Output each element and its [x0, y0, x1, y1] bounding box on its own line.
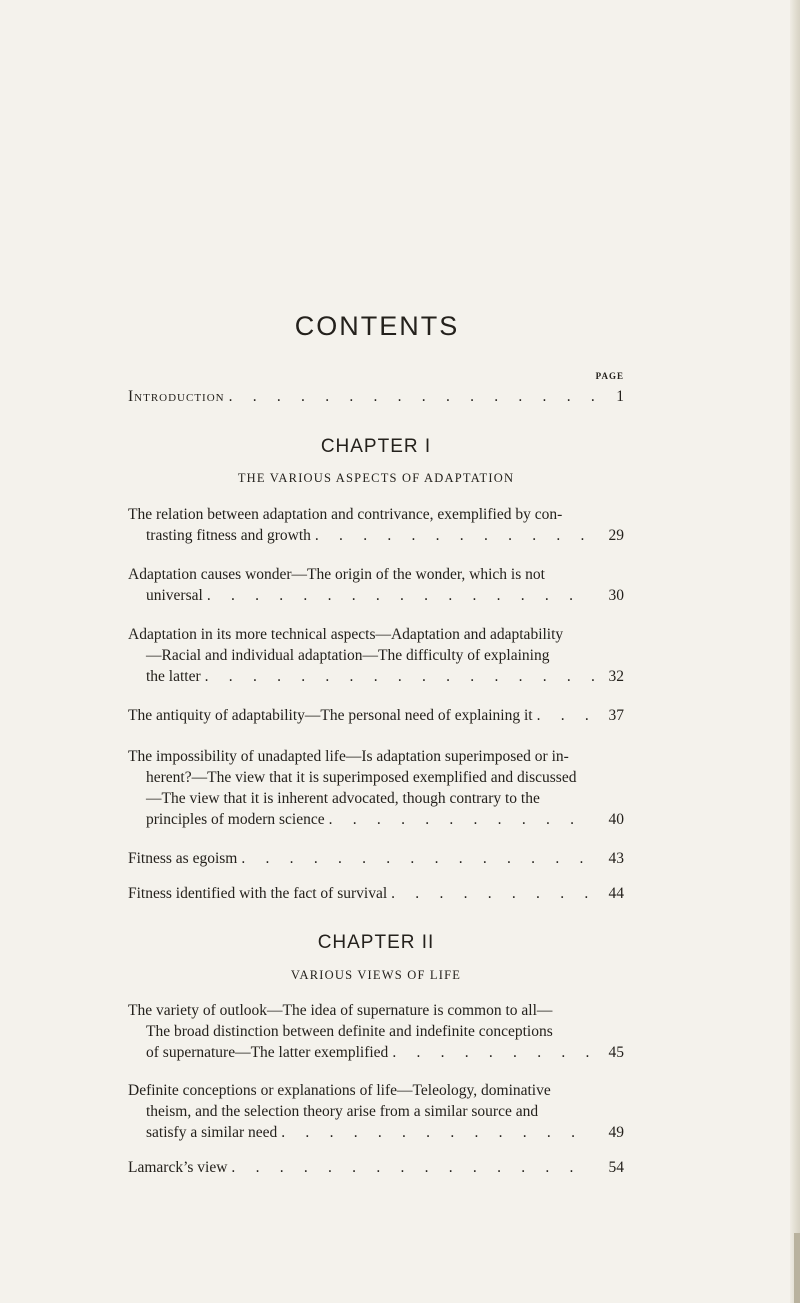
page-number: 45: [608, 1044, 624, 1061]
toc-entry[interactable]: [128, 504, 624, 546]
entry-line: Definite conceptions or explanations of life—Teleology, dominative: [128, 1082, 551, 1099]
dot-leader: [392, 1042, 594, 1063]
dot-leader: [205, 666, 594, 687]
page-title: CONTENTS: [294, 311, 460, 341]
toc-entry[interactable]: [128, 848, 624, 869]
page-number: 32: [608, 668, 624, 685]
entry-line: The antiquity of adaptability—The personal need of explaining it: [128, 707, 533, 724]
entry-line: principles of modern science: [146, 811, 325, 828]
entry-line: theism, and the selection theory arise from a similar source and: [146, 1103, 539, 1120]
dot-leader: [281, 1122, 594, 1143]
entry-line: universal: [146, 587, 203, 604]
toc-entry[interactable]: [128, 624, 624, 687]
chapter-subtitle: THE VARIOUS ASPECTS OF ADAPTATION: [237, 471, 515, 485]
entry-line: The relation between adaptation and contrivance, exemplified by con-: [128, 506, 563, 523]
entry-line: the latter: [146, 668, 201, 685]
entry-line: Fitness as egoism: [128, 850, 238, 867]
entry-line: The broad distinction between definite and indefinite conceptions: [146, 1023, 553, 1040]
entry-line: —The view that it is inherent advocated, though contrary to the: [146, 790, 540, 807]
chapter-heading: CHAPTER I: [320, 436, 432, 457]
page-number: 44: [608, 885, 624, 902]
toc-entry[interactable]: [128, 1080, 624, 1143]
entry-line: Adaptation in its more technical aspects—Adaptation and adaptability: [128, 626, 564, 643]
dot-leader: [241, 848, 594, 869]
entry-line: herent?—The view that it is superimposed exemplified and discussed: [146, 769, 577, 786]
page-number: 43: [608, 850, 624, 867]
page-number: 49: [608, 1124, 624, 1141]
dot-leader: [329, 809, 594, 830]
dot-leader: [229, 386, 594, 407]
page-number: 40: [608, 811, 624, 828]
dot-leader: [207, 585, 594, 606]
page-number: 1: [616, 388, 624, 405]
entry-line: trasting fitness and growth: [146, 527, 311, 544]
page-number: 30: [608, 587, 624, 604]
page-number: 37: [608, 707, 624, 724]
page-number: 54: [608, 1159, 624, 1176]
dot-leader: [537, 705, 594, 726]
chapter-heading: CHAPTER II: [317, 932, 435, 953]
dot-leader: [391, 883, 594, 904]
toc-entry[interactable]: [128, 705, 624, 726]
dot-leader: [315, 525, 594, 546]
dot-leader: [231, 1157, 594, 1178]
entry-line: Adaptation causes wonder—The origin of the wonder, which is not: [128, 566, 545, 583]
entry-line: Fitness identified with the fact of survival: [128, 885, 388, 902]
page-column-heading: PAGE: [595, 371, 624, 381]
toc-entry-label: Introduction: [128, 388, 225, 405]
toc-entry-introduction[interactable]: [128, 386, 624, 407]
page-number: 29: [608, 527, 624, 544]
page-edge: [790, 0, 800, 1303]
entry-line: Lamarck’s view: [128, 1159, 228, 1176]
chapter-subtitle: VARIOUS VIEWS OF LIFE: [290, 968, 462, 982]
entry-line: of supernature—The latter exemplified: [146, 1044, 389, 1061]
entry-line: The variety of outlook—The idea of supernature is common to all—: [128, 1002, 553, 1019]
entry-line: satisfy a similar need: [146, 1124, 278, 1141]
toc-entry[interactable]: [128, 883, 624, 904]
toc-entry[interactable]: [128, 1000, 624, 1063]
toc-entry[interactable]: [128, 1157, 624, 1178]
toc-entry[interactable]: [128, 746, 624, 830]
toc-entry[interactable]: [128, 564, 624, 606]
entry-line: The impossibility of unadapted life—Is adaptation superimposed or in-: [128, 748, 569, 765]
entry-line: —Racial and individual adaptation—The difficulty of explaining: [146, 647, 550, 664]
